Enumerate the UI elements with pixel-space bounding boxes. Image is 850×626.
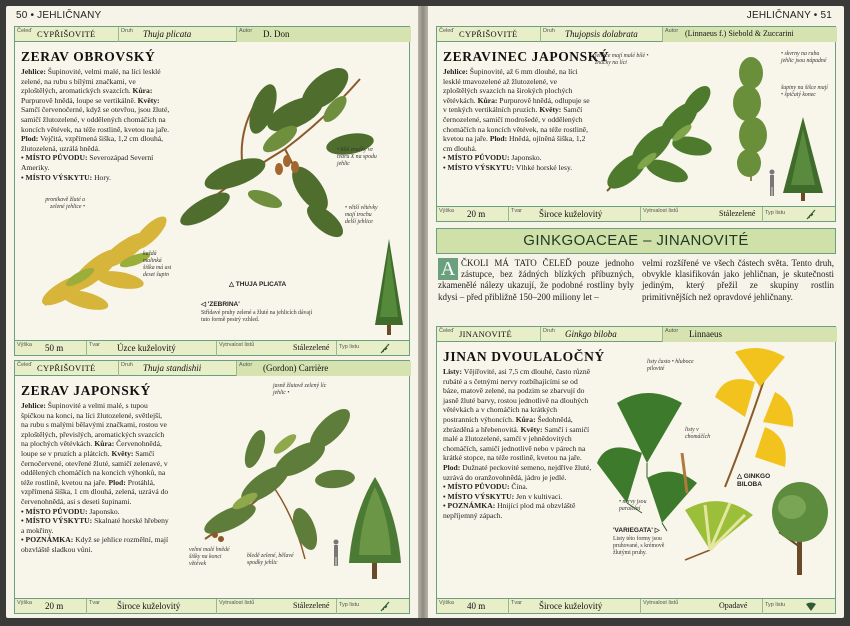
species-title: ZERAV JAPONSKÝ — [21, 383, 151, 398]
entry-footer-bar — [15, 598, 409, 613]
person-scale-icon — [331, 539, 341, 567]
field-label: • MÍSTO PŮVODU: — [443, 153, 510, 163]
variegata-title: 'VARIEGATA' ▷ — [613, 527, 660, 534]
field-label: • MÍSTO VÝSKYTU: — [443, 491, 515, 501]
field-text: Šupinovité a velmi malé, s tupou špičkou na konci, na líci žlutozelené, světlejší, na rubu s malými bělavými značkami, rostou ve zploštělých, převislých, aromatických svazcích na plochých větévkách. — [21, 401, 167, 449]
celed-cell — [437, 327, 541, 342]
field-text: Šupinovité, velmi malé, na líci lesklé zelené, na rubu s bílými značkami, ve zploštělých, aromatických svazcích. — [21, 67, 161, 96]
caption-underside-spots: • skvrny na rubu jehlic jsou nápadné — [781, 51, 827, 64]
caption-brown-cones: velmi malé hnědé šišky na konci větévek — [189, 547, 230, 567]
field-text: Když se jehlice rozmělní, mají obzvláště sladkou vůni. — [21, 535, 169, 554]
field-text: Vejčitá, vzpřímená šiška, 1,2 cm dlouhá, žlutozelená, uzrálá hnědá. — [21, 134, 164, 153]
vyska-value: 20 m — [467, 209, 486, 219]
autor-cell — [663, 27, 837, 42]
entry-footer-bar — [15, 340, 409, 355]
druh-label: Druh — [121, 362, 133, 368]
family-heading: GINKGOACEAE – JINANOVITÉ — [436, 228, 836, 254]
field-label: Květy: — [539, 105, 562, 115]
caption-pale-underside: bledě zelené, bělavé spodky jehlic — [247, 553, 294, 566]
druh-cell — [119, 27, 237, 42]
illustration-label-ginkgo-biloba: △ GINKGO BILOBA — [737, 473, 771, 488]
tvar-value: Úzce kuželovitý — [117, 343, 176, 353]
autor-label: Autor — [665, 28, 679, 34]
field-label: Jehlice: — [443, 67, 468, 76]
vyska-value: 40 m — [467, 601, 486, 611]
species-title: ZERAVINEC JAPONSKÝ — [443, 49, 610, 64]
species-entry-thuja-plicata — [14, 26, 410, 356]
listy-cell — [217, 599, 337, 614]
field-label: Plod: — [489, 134, 508, 144]
field-text: Hnijící plod má obzvláště nepříjemný zápach. — [443, 501, 576, 520]
caption-white-marks: jehlice mají malé bílé • značky na líci — [595, 53, 649, 66]
tvar-value: Široce kuželovitý — [539, 209, 603, 219]
autor-cell — [237, 361, 411, 376]
entry-header-bar — [437, 27, 835, 42]
species-entry-thujopsis-dolabrata — [436, 26, 836, 222]
running-head-right: JEHLIČNANY • 51 — [746, 10, 832, 21]
autor-label: Autor — [239, 362, 253, 368]
vyska-cell — [437, 599, 509, 614]
field-label: Květy: — [111, 448, 134, 458]
listy-value: Opadavé — [719, 601, 748, 610]
field-text: Hnědá, ojíněná šiška, 1,2 cm dlouhá. — [443, 134, 586, 153]
autor-value: (Linnaeus f.) Siebold & Zuccarini — [685, 29, 794, 38]
vyska-cell — [15, 599, 87, 614]
field-label: • MÍSTO PŮVODU: — [443, 482, 510, 492]
caption-yellow-green-face: jasně žlutavě zelený líc jehlic • — [273, 383, 327, 396]
druh-label: Druh — [121, 28, 133, 34]
autor-value: D. Don — [263, 29, 290, 39]
caption-longer-needles: • větší větévky mají trochu delší jehlice — [345, 205, 378, 225]
caption-deeply-serrated: listy často • hluboce pilovité — [647, 359, 694, 372]
drop-cap: A — [438, 258, 458, 280]
listy-label: Vytrvalost listů — [219, 342, 255, 348]
entry-header-bar — [15, 361, 409, 376]
species-title: ZERAV OBROVSKÝ — [21, 49, 156, 64]
caption-leaf-clusters: listy v chomáčích — [685, 427, 711, 440]
tvar-value: Široce kuželovitý — [539, 601, 603, 611]
zebrina-description: Střídavé pruhy zelené a žluté na jehlicích dávají tuto formě pestrý vzhled. — [201, 310, 313, 323]
field-text: Šedohnědá, zbrázděná a hřebenovitá. — [443, 414, 573, 434]
field-text: Japonsko. — [87, 506, 120, 516]
field-label: • POZNÁMKA: — [443, 501, 496, 511]
typ-label: Typ listu — [765, 210, 786, 216]
field-text: Červenohnědá, loupe se v pruzích a plátcích. — [21, 439, 162, 458]
listy-label: Vytrvalost listů — [643, 208, 679, 214]
field-text: Purpurově hnědá, loupe se vertikálně. — [21, 95, 138, 105]
field-label: • MÍSTO PŮVODU: — [21, 153, 88, 163]
fan-leaf-icon — [805, 601, 817, 612]
autor-label: Autor — [239, 28, 253, 34]
field-label: Listy: — [443, 367, 462, 376]
vyska-label: Výška — [439, 600, 454, 606]
field-text: Čína. — [509, 482, 528, 492]
caption-cone-scales: každá malinká šiška má asi deset šupin — [143, 251, 172, 278]
illustration-label-thuja-plicata: △ THUJA PLICATA — [229, 281, 287, 288]
celed-label: Čeleď — [17, 28, 32, 34]
entry-footer-bar — [437, 206, 835, 221]
needle-leaf-icon — [805, 209, 817, 220]
druh-cell — [541, 27, 663, 42]
autor-value: (Gordon) Carrière — [263, 363, 329, 373]
caption-cone-scales: šupiny na šišce mají • špičatý konec — [781, 85, 828, 98]
tvar-label: Tvar — [89, 600, 100, 606]
druh-value: Thujopsis dolabrata — [565, 29, 638, 39]
celed-value: CYPŘIŠOVITÉ — [37, 363, 96, 373]
celed-cell — [15, 361, 119, 376]
family-intro-column-2 — [642, 258, 834, 303]
listy-label: Vytrvalost listů — [219, 600, 255, 606]
field-label: Kůra: — [515, 414, 536, 424]
field-text: Samčí černozelené, samičí modrošedé, v oddělených chomáčích na koncích větévek, na téže rostlině, kvetou na jaře. — [443, 105, 589, 144]
field-text: Protáhlá, vzpřímená šiška, 1 cm dlouhá, zelená, uzrává do červenohnědá, asi s deseti šupinami. — [21, 477, 169, 506]
field-label: Jehlice: — [21, 401, 46, 410]
thuja-standishii-tree-silhouette — [345, 473, 405, 583]
druh-label: Druh — [543, 328, 555, 334]
listy-value: Stálezelené — [293, 343, 330, 352]
autor-label: Autor — [665, 328, 679, 334]
family-intro-text-2: velmi rozšířené ve všech částech světa. Tento druh, obvykle klasifikován jako jehličnan, je skutečnosti jediným, který přežil ze skupiny rostlin primitivnějších než opravdové jehličnany. — [642, 258, 834, 302]
listy-cell — [641, 599, 763, 614]
field-label: • MÍSTO VÝSKYTU: — [443, 162, 515, 172]
listy-cell — [217, 341, 337, 356]
celed-cell — [15, 27, 119, 42]
field-label: • MÍSTO PŮVODU: — [21, 506, 88, 516]
tvar-label: Tvar — [511, 600, 522, 606]
druh-value: Ginkgo biloba — [565, 329, 617, 339]
family-intro-column-1 — [438, 258, 634, 303]
vyska-value: 50 m — [45, 343, 64, 353]
celed-label: Čeleď — [439, 328, 454, 334]
field-label: Plod: — [443, 462, 461, 472]
celed-label: Čeleď — [17, 362, 32, 368]
ginkgo-variegata-leaf-illustration — [675, 495, 755, 565]
vyska-label: Výška — [17, 600, 32, 606]
typ-cell — [763, 599, 837, 614]
species-description — [443, 367, 593, 521]
field-text: Skalnaté horské hřebeny a mokřiny. — [21, 516, 169, 535]
listy-label: Vytrvalost listů — [643, 600, 679, 606]
druh-value: Thuja standishii — [143, 363, 202, 373]
vyska-cell — [437, 207, 509, 222]
field-label: Plod: — [21, 134, 39, 144]
celed-value: CYPŘIŠOVITÉ — [37, 29, 96, 39]
species-entry-thuja-standishii — [14, 360, 410, 614]
druh-label: Druh — [543, 28, 555, 34]
typ-label: Typ listu — [339, 344, 360, 350]
thujopsis-sprig-illustration — [727, 53, 773, 183]
tvar-cell — [87, 599, 217, 614]
vyska-value: 20 m — [45, 601, 64, 611]
listy-cell — [641, 207, 763, 222]
typ-cell — [763, 207, 837, 222]
tvar-cell — [87, 341, 217, 356]
field-label: • MÍSTO VÝSKYTU: — [21, 172, 93, 182]
entry-footer-bar — [437, 598, 835, 613]
typ-label: Typ listu — [765, 602, 786, 608]
species-description — [21, 401, 171, 555]
caption-white-marks: • bílé značky ve tvaru X na spodu jehlic — [337, 147, 377, 167]
ginkgo-tree-silhouette — [767, 477, 833, 577]
field-text: Šupinovité, až 6 mm dlouhé, na líci lesklé tmavozelené až žlutozelené, ve zploštělých svazcích na širokých plochých větévkách. — [443, 67, 578, 105]
running-head-left: 50 • JEHLIČNANY — [16, 10, 102, 21]
needle-leaf-icon — [379, 343, 391, 354]
field-label: Kůra: — [132, 86, 153, 96]
tvar-value: Široce kuželovitý — [117, 601, 181, 611]
field-text: Hory. — [92, 172, 112, 182]
field-text: Severozápad Severní Ameriky. — [21, 153, 154, 172]
druh-cell — [541, 327, 663, 342]
tvar-label: Tvar — [89, 342, 100, 348]
vyska-label: Výška — [17, 342, 32, 348]
autor-cell — [237, 27, 411, 42]
variegata-description: Listy této formy jsou pruhované, s krémově žlutými pruhy. — [613, 536, 665, 556]
zebrina-title: ◁ 'ZEBRINA' — [201, 301, 240, 308]
field-text: Jen v kultivaci. — [514, 491, 563, 501]
field-text: Vějířovité, asi 7,5 cm dlouhé, často různě rubáté a s četnými nervy rozbíhajícími se od báze, matově zelené, na podzim se zbarvují do jasně žluté barvy, rostou jednotlivě na dlouhých větévkách a v chomáčích na krátkých postranních výhoncích. — [443, 367, 591, 424]
entry-header-bar — [437, 327, 835, 342]
person-scale-icon — [767, 169, 777, 197]
listy-value: Stálezelené — [719, 209, 756, 218]
celed-cell — [437, 27, 541, 42]
celed-value: JINANOVITÉ — [459, 329, 513, 339]
caption-yellow-needles: pronikavě žluté a zelené jehlice • — [45, 197, 85, 210]
tvar-cell — [509, 599, 641, 614]
caption-parallel-veins: • nervy jsou paralelní — [619, 499, 647, 512]
listy-value: Stálezelené — [293, 601, 330, 610]
field-text: Samčí černočervené, otevřené žluté, samičí zelenavé, v oddělených chomáčích na koncích výhonků, na téže rostlině, kvetou na jaře. — [21, 448, 168, 487]
field-label: • MÍSTO VÝSKYTU: — [21, 516, 93, 526]
field-text: Dužnaté peckovité semeno, nejdříve žluté, uzrává do oranžovohnědá, jádro je jedlé. — [443, 462, 592, 482]
species-description — [443, 67, 593, 173]
species-title: JINAN DVOULALOČNÝ — [443, 349, 605, 364]
field-label: Plod: — [108, 477, 126, 487]
autor-cell — [663, 327, 837, 342]
field-text: Purpurově hnědá, odlupuje se v tenkých vertikálních pruzích. — [443, 95, 590, 115]
celed-value: CYPŘIŠOVITÉ — [459, 29, 518, 39]
family-intro-text-1: ČKOLI MÁ TATO ČELEĎ pouze jednoho zástupce, bez žádných blízkých příbuzných, zkamenělé nálezy ukazují, že podobné rostliny byly kdysi – před přibližně 150–200 miliony let – — [438, 258, 634, 302]
field-text: Samčí i samičí malé a žlutozelené, samčí v jehnědovitých chomáčích, samičí jednotlivě nebo v párech na krátké stopce, na téže rostlině, kvetou na jaře. — [443, 424, 590, 463]
druh-value: Thuja plicata — [143, 29, 192, 39]
vyska-cell — [15, 341, 87, 356]
thujopsis-tree-silhouette — [779, 113, 827, 203]
field-text: Samčí červenočerné, když se otevřou, jsou žluté, samičí žlutozelené, v oddělených chomáčích na koncích větévek, na téže rostlině, kvetou na jaře. — [21, 105, 170, 134]
tvar-cell — [509, 207, 641, 222]
celed-label: Čeleď — [439, 28, 454, 34]
thujopsis-branch-illustration — [587, 71, 727, 201]
entry-header-bar — [15, 27, 409, 42]
tvar-label: Tvar — [511, 208, 522, 214]
typ-cell — [337, 341, 411, 356]
druh-cell — [119, 361, 237, 376]
typ-label: Typ listu — [339, 602, 360, 608]
needle-leaf-icon — [379, 601, 391, 612]
autor-value: Linnaeus — [689, 329, 722, 339]
typ-cell — [337, 599, 411, 614]
thuja-plicata-tree-silhouette — [371, 237, 407, 337]
field-label: Květy: — [520, 424, 543, 434]
left-page — [6, 6, 418, 618]
vyska-label: Výška — [439, 208, 454, 214]
field-label: Květy: — [137, 95, 160, 105]
field-text: Japonsko. — [509, 153, 542, 163]
field-label: Kůra: — [94, 439, 115, 449]
field-label: • POZNÁMKA: — [21, 535, 74, 545]
field-label: Jehlice: — [21, 67, 46, 76]
field-label: Kůra: — [477, 95, 498, 105]
field-text: Vlhké horské lesy. — [514, 162, 573, 172]
right-page — [428, 6, 844, 618]
species-description — [21, 67, 171, 182]
species-entry-ginkgo-biloba — [436, 326, 836, 614]
